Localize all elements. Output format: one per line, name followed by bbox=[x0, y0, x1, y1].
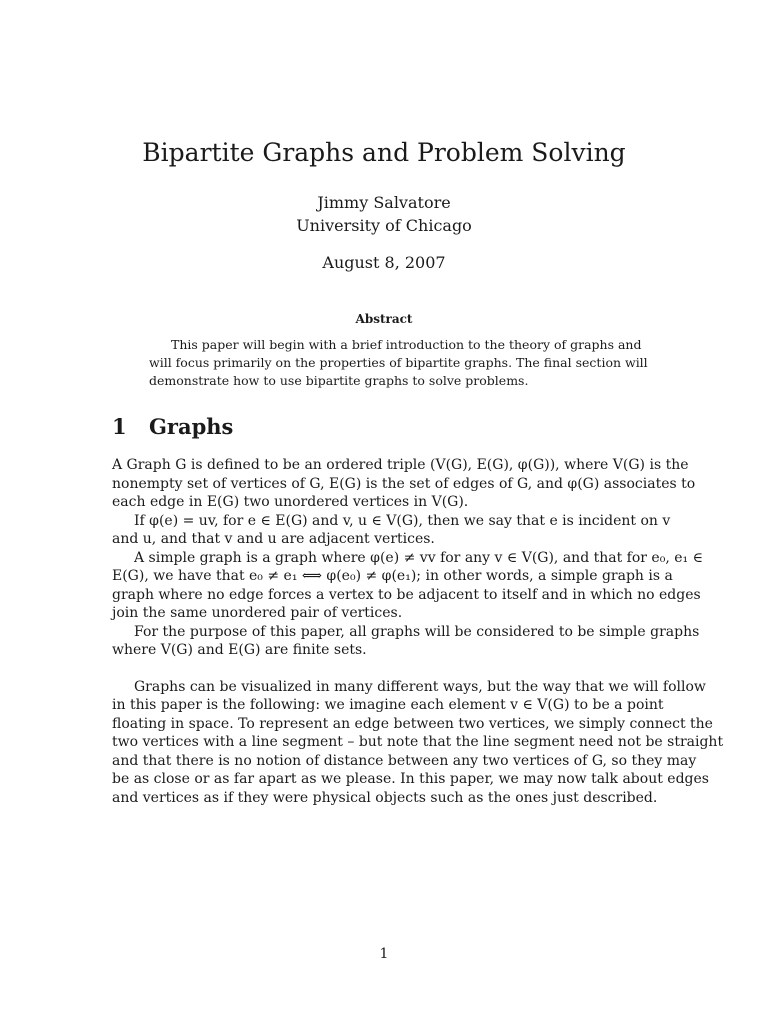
section-title: Graphs bbox=[149, 414, 234, 439]
abstract-line: will focus primarily on the properties of bipartite graphs. The final section will bbox=[149, 355, 648, 370]
paragraph-line: and that there is no notion of distance between any two vertices of G, so they may bbox=[112, 752, 697, 769]
author-affiliation: University of Chicago bbox=[296, 216, 472, 235]
section-number: 1 bbox=[112, 414, 127, 439]
paper-title: Bipartite Graphs and Problem Solving bbox=[142, 138, 626, 167]
paragraph-line: in this paper is the following: we imagine each element v ∈ V(G) to be a point bbox=[112, 697, 664, 713]
paragraph bbox=[112, 512, 671, 549]
paragraph-line: A simple graph is a graph where φ(e) ≠ vv for any v ∈ V(G), and that for e₀, e₁ ∈ bbox=[134, 549, 703, 566]
abstract-heading: Abstract bbox=[355, 312, 413, 326]
paragraph-line: two vertices with a line segment – but note that the line segment need not be straight bbox=[112, 734, 724, 750]
abstract-body bbox=[149, 336, 648, 390]
paragraph-line: A Graph G is defined to be an ordered triple (V(G), E(G), φ(G)), where V(G) is the bbox=[112, 457, 689, 473]
paper-date: August 8, 2007 bbox=[322, 253, 446, 272]
page-number: 1 bbox=[379, 946, 389, 962]
paragraph-line: graph where no edge forces a vertex to be adjacent to itself and in which no edges bbox=[112, 586, 701, 603]
section-body bbox=[112, 456, 724, 807]
abstract-line: demonstrate how to use bipartite graphs to solve problems. bbox=[149, 373, 529, 388]
abstract-line: This paper will begin with a brief introduction to the theory of graphs and bbox=[171, 337, 642, 352]
paragraph bbox=[112, 623, 700, 660]
paragraph-line: For the purpose of this paper, all graphs will be considered to be simple graphs bbox=[134, 623, 700, 640]
paragraph bbox=[112, 678, 724, 808]
paragraph-line: where V(G) and E(G) are finite sets. bbox=[112, 642, 367, 658]
section-heading bbox=[112, 414, 233, 439]
author-name: Jimmy Salvatore bbox=[317, 193, 451, 212]
paragraph-line: join the same unordered pair of vertices. bbox=[112, 605, 403, 621]
paragraph-line: If φ(e) = uv, for e ∈ E(G) and v, u ∈ V(G), then we say that e is incident on v bbox=[134, 512, 671, 529]
paragraph-gap bbox=[112, 660, 642, 678]
paragraph-line: and u, and that v and u are adjacent vertices. bbox=[112, 531, 435, 547]
paragraph-line: Graphs can be visualized in many different ways, but the way that we will follow bbox=[134, 678, 706, 695]
paragraph-line: floating in space. To represent an edge between two vertices, we simply connect the bbox=[112, 715, 713, 732]
paragraph bbox=[112, 456, 696, 512]
paragraph-line: nonempty set of vertices of G, E(G) is the set of edges of G, and φ(G) associates to bbox=[112, 475, 696, 492]
paragraph-line: be as close or as far apart as we please. In this paper, we may now talk about edges bbox=[112, 771, 709, 787]
paragraph-line: and vertices as if they were physical objects such as the ones just described. bbox=[112, 789, 658, 806]
paragraph-line: each edge in E(G) two unordered vertices in V(G). bbox=[112, 494, 469, 510]
paragraph bbox=[112, 549, 703, 623]
paragraph-line: E(G), we have that e₀ ≠ e₁ ⟺ φ(e₀) ≠ φ(e₁); in other words, a simple graph is a bbox=[112, 568, 673, 584]
